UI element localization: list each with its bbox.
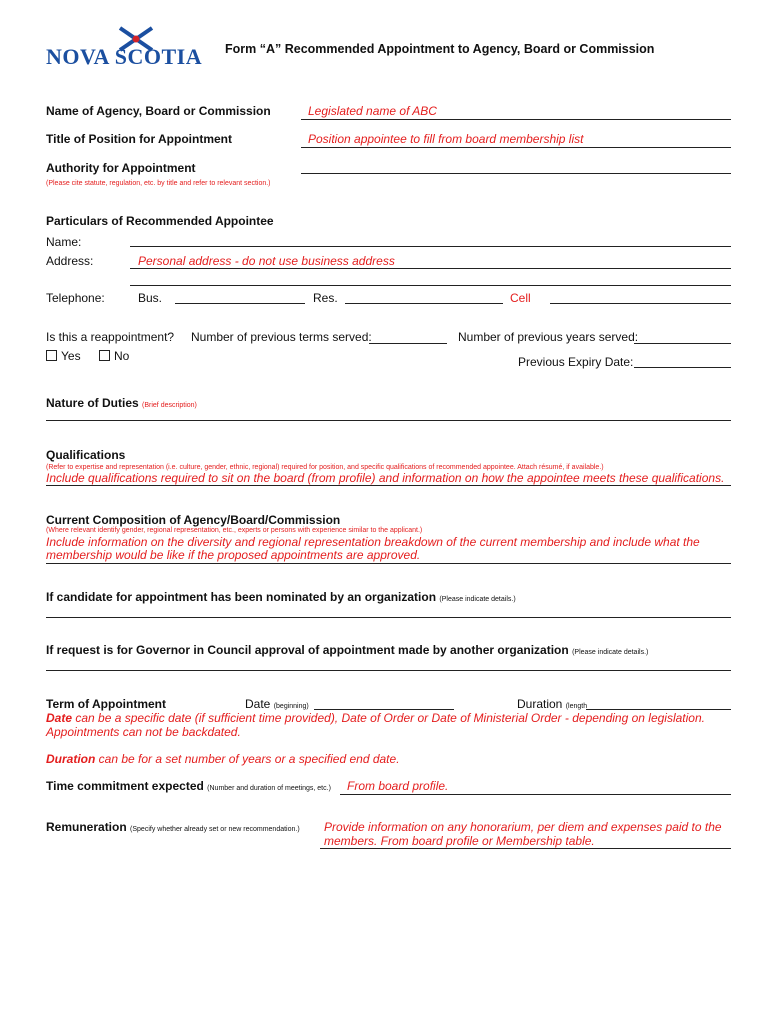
remuneration-hint-1: Provide information on any honorarium, per diem and expenses paid to the	[324, 820, 722, 834]
remuneration-note: (Specify whether already set or new recommendation.)	[130, 826, 300, 833]
time-commitment-note: (Number and duration of meetings, etc.)	[207, 785, 331, 792]
date-label: Date	[245, 697, 271, 711]
position-underline	[301, 147, 731, 148]
time-commitment-underline	[340, 794, 731, 795]
term-duration-label	[517, 697, 587, 711]
time-commitment-field[interactable]: From board profile.	[347, 779, 449, 793]
remuneration-hint-2: members. From board profile or Membership table.	[324, 834, 595, 848]
date-hint-1	[46, 711, 705, 725]
name-label: Name:	[46, 235, 82, 249]
duties-title: Nature of Duties	[46, 396, 139, 410]
yes-label: Yes	[61, 349, 81, 363]
composition-field[interactable]	[46, 563, 731, 564]
remuneration-field[interactable]	[320, 848, 731, 849]
nominated-field[interactable]	[46, 617, 731, 618]
position-field[interactable]: Position appointee to fill from board membership list	[308, 132, 584, 146]
address-label: Address:	[46, 254, 94, 268]
form-title: Form “A” Recommended Appointment to Agency, Board or Commission	[225, 42, 655, 56]
gic-field[interactable]	[46, 670, 731, 671]
authority-field[interactable]	[301, 173, 731, 174]
yes-checkbox[interactable]	[46, 350, 57, 361]
agency-underline	[301, 119, 731, 120]
duration-label: Duration	[517, 697, 563, 711]
term-label: Term of Appointment	[46, 697, 166, 711]
time-commitment-title: Time commitment expected	[46, 779, 204, 793]
logo-text: NOVA SCOTIA	[46, 44, 203, 69]
duties-field[interactable]	[46, 420, 731, 421]
composition-hint-2: membership would be like if the proposed appointments are approved.	[46, 548, 421, 562]
res-label: Res.	[313, 291, 338, 305]
terms-label: Number of previous terms served:	[191, 330, 372, 344]
qualifications-underline	[46, 485, 731, 486]
cell-phone-field[interactable]	[550, 303, 731, 304]
remuneration-label	[46, 820, 300, 834]
remuneration-title: Remuneration	[46, 820, 127, 834]
particulars-heading: Particulars of Recommended Appointee	[46, 214, 274, 228]
terms-field[interactable]	[369, 343, 447, 344]
gic-note: (Please indicate details.)	[572, 649, 649, 656]
no-checkbox[interactable]	[99, 350, 110, 361]
agency-label: Name of Agency, Board or Commission	[46, 104, 271, 118]
years-label: Number of previous years served:	[458, 330, 639, 344]
bus-phone-field[interactable]	[175, 303, 305, 304]
bus-label: Bus.	[138, 291, 163, 305]
duration-note: (length	[565, 703, 588, 710]
duties-label	[46, 396, 197, 410]
date-hint-bold: Date	[46, 711, 73, 725]
address-underline-1	[130, 268, 731, 269]
nominated-title: If candidate for appointment has been nominated by an organization	[46, 590, 437, 604]
term-date-label	[245, 697, 309, 711]
qualifications-field[interactable]: Include qualifications required to sit on the board (from profile) and information on how the appointee meets these qualifications.	[46, 471, 725, 485]
date-hint-text: can be a specific date (if sufficient time provided), Date of Order or Date of Ministerial Order - depending on legislation.	[72, 711, 705, 725]
no-option[interactable]	[99, 349, 129, 363]
nominated-label	[46, 590, 516, 604]
name-field[interactable]	[130, 246, 731, 247]
reappointment-question: Is this a reappointment?	[46, 330, 175, 344]
duties-note: (Brief description)	[142, 402, 197, 409]
years-field[interactable]	[634, 343, 731, 344]
address-underline-2	[130, 285, 731, 286]
time-commitment-label	[46, 779, 331, 793]
authority-note: (Please cite statute, regulation, etc. by title and refer to relevant section.)	[46, 180, 271, 187]
nominated-note: (Please indicate details.)	[439, 596, 516, 603]
cell-label: Cell	[510, 291, 531, 305]
address-field[interactable]: Personal address - do not use business address	[138, 254, 395, 268]
duration-hint-text: can be for a set number of years or a specified end date.	[95, 752, 400, 766]
telephone-label: Telephone:	[46, 291, 105, 305]
date-note: (beginning)	[273, 703, 309, 710]
expiry-label: Previous Expiry Date:	[518, 355, 634, 369]
yes-option[interactable]	[46, 349, 81, 363]
gic-title: If request is for Governor in Council approval of appointment made by another organization	[46, 643, 569, 657]
duration-hint	[46, 752, 400, 766]
no-label: No	[114, 349, 130, 363]
composition-hint-1: Include information on the diversity and regional representation breakdown of the current membership and include what the	[46, 535, 700, 549]
authority-label: Authority for Appointment	[46, 161, 196, 175]
gic-label	[46, 643, 648, 657]
term-duration-field[interactable]	[586, 709, 731, 710]
term-date-field[interactable]	[314, 709, 454, 710]
expiry-field[interactable]	[634, 367, 731, 368]
duration-hint-bold: Duration	[46, 752, 96, 766]
composition-label: Current Composition of Agency/Board/Commission	[46, 513, 341, 527]
qualifications-label: Qualifications	[46, 448, 126, 462]
agency-field[interactable]: Legislated name of ABC	[308, 104, 437, 118]
res-phone-field[interactable]	[345, 303, 503, 304]
qualifications-note: (Refer to expertise and representation (i.e. culture, gender, ethnic, regional) required for position, and specific qualifications of recommended appointee. Attach résumé, if available.)	[46, 464, 604, 471]
position-label: Title of Position for Appointment	[46, 132, 232, 146]
nova-scotia-logo	[46, 26, 206, 70]
date-hint-2: Appointments can not be backdated.	[46, 725, 241, 739]
composition-note: (Where relevant identify gender, regional representation, etc., experts or persons with experience similar to the applicant.)	[46, 527, 423, 534]
